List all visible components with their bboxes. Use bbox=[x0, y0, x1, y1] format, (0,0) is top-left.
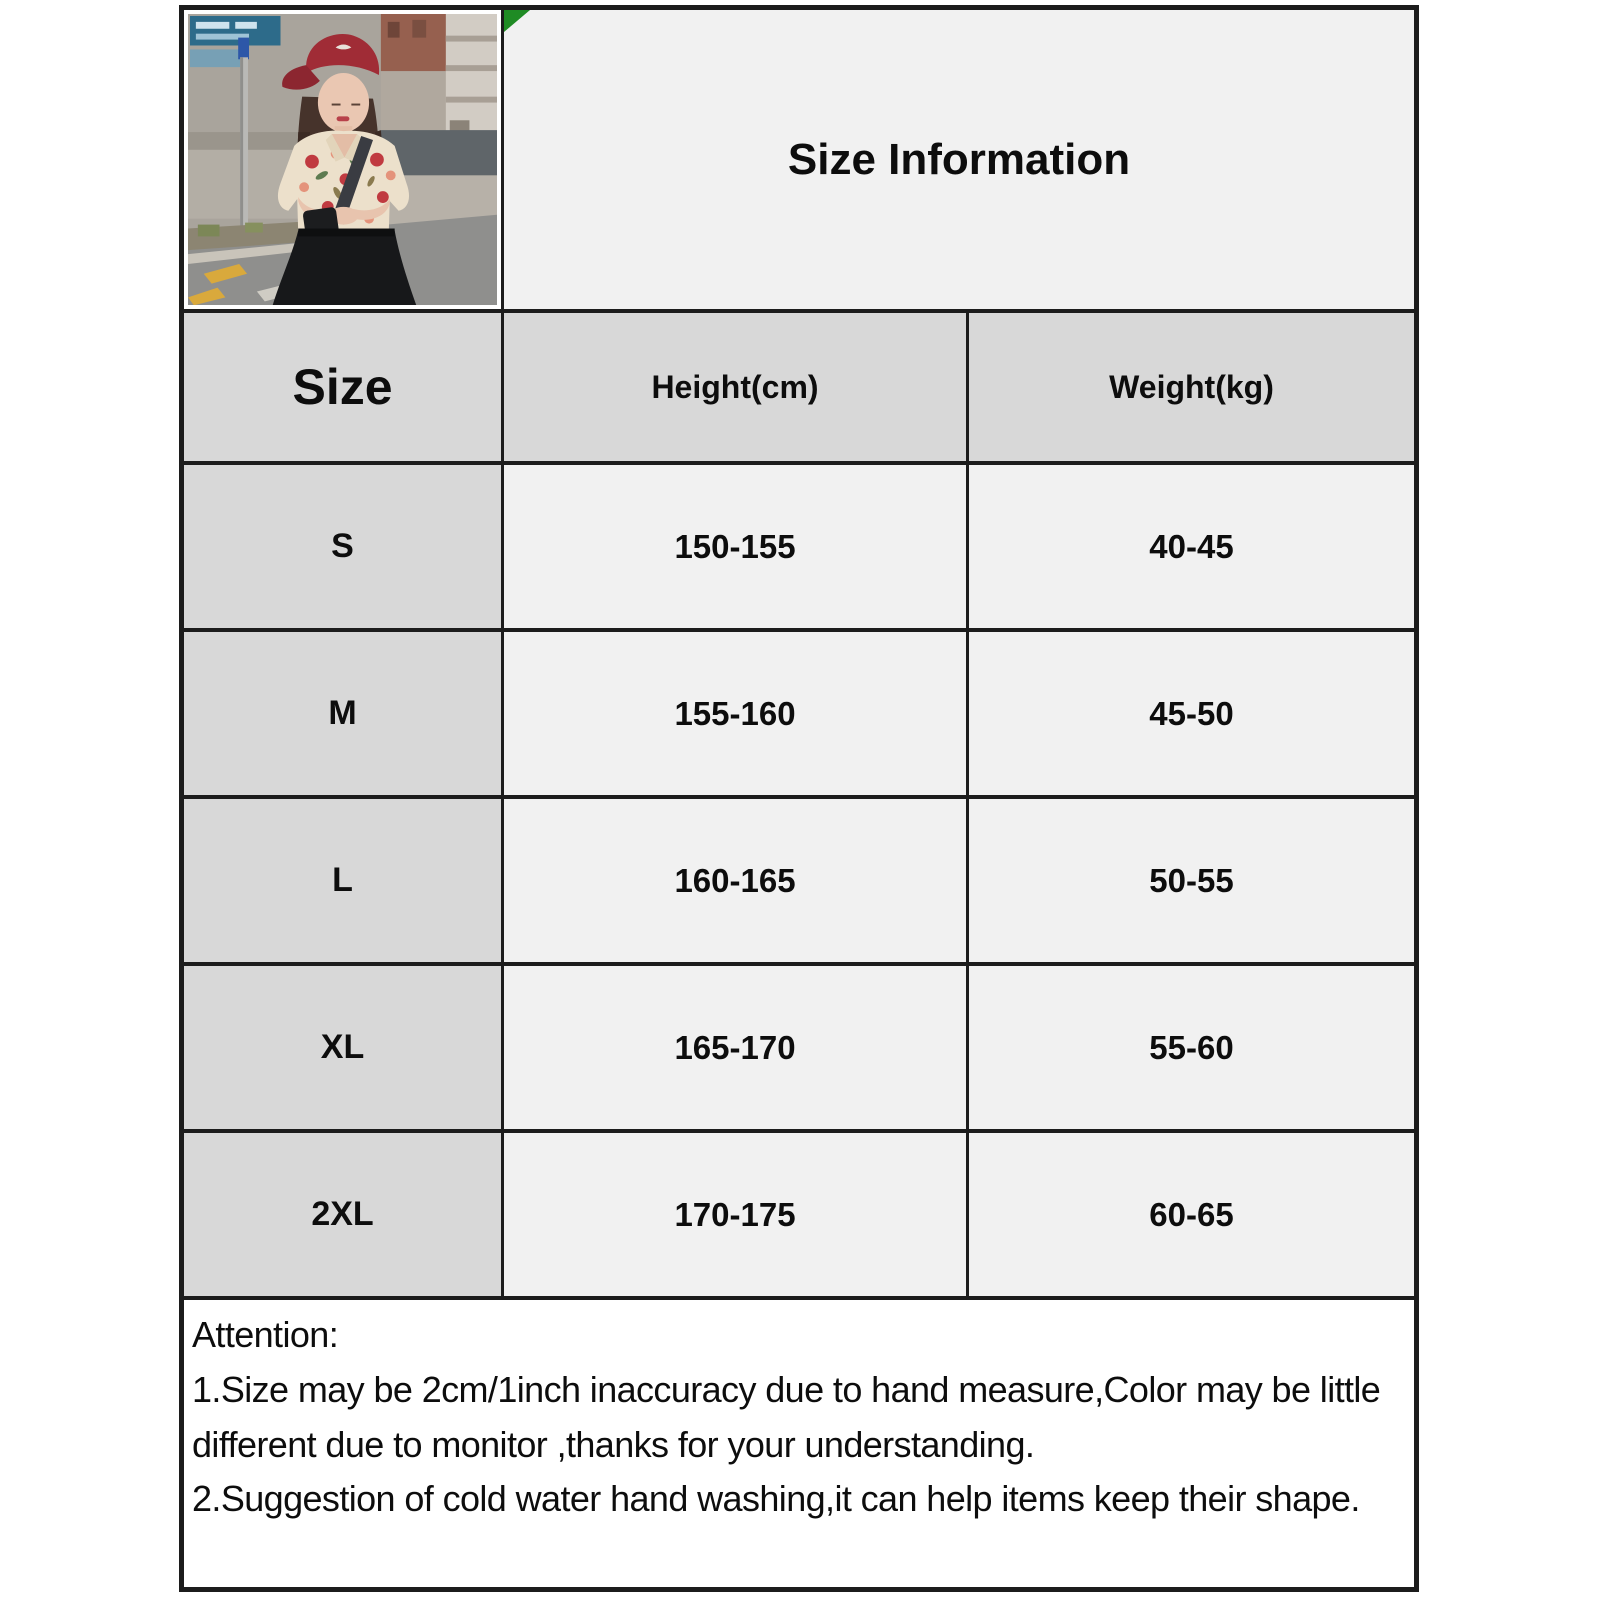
table-row-s bbox=[182, 463, 1417, 630]
size-label: L bbox=[182, 797, 503, 964]
height-value: 170-175 bbox=[503, 1131, 968, 1298]
size-label: XL bbox=[182, 964, 503, 1131]
weight-value: 55-60 bbox=[968, 964, 1417, 1131]
size-chart-table bbox=[179, 5, 1419, 1592]
table-row-xl bbox=[182, 964, 1417, 1131]
sheet-title: Size Information bbox=[787, 134, 1131, 184]
attention-note bbox=[182, 1298, 1417, 1589]
weight-value: 40-45 bbox=[968, 463, 1417, 630]
weight-value: 60-65 bbox=[968, 1131, 1417, 1298]
product-photo-cell bbox=[182, 8, 503, 312]
attention-line-2: 2.Suggestion of cold water hand washing,it can help items keep their shape. bbox=[192, 1478, 1360, 1520]
cell-corner-marker-icon bbox=[504, 10, 530, 32]
table-row-l bbox=[182, 797, 1417, 964]
column-header-size: Size bbox=[182, 311, 503, 463]
height-value: 150-155 bbox=[503, 463, 968, 630]
height-value: 160-165 bbox=[503, 797, 968, 964]
product-photo bbox=[188, 14, 497, 305]
weight-value: 50-55 bbox=[968, 797, 1417, 964]
size-label: 2XL bbox=[182, 1131, 503, 1298]
weight-value: 45-50 bbox=[968, 630, 1417, 797]
sheet-title-cell bbox=[503, 8, 1417, 312]
table-row-m bbox=[182, 630, 1417, 797]
height-value: 165-170 bbox=[503, 964, 968, 1131]
column-header-weight: Weight(kg) bbox=[968, 311, 1417, 463]
height-value: 155-160 bbox=[503, 630, 968, 797]
column-header-height: Height(cm) bbox=[503, 311, 968, 463]
size-label: M bbox=[182, 630, 503, 797]
attention-heading: Attention: bbox=[192, 1314, 339, 1356]
attention-line-1: 1.Size may be 2cm/1inch inaccuracy due to hand measure,Color may be little different due to monitor ,thanks for your understanding. bbox=[192, 1369, 1381, 1465]
table-row-2xl bbox=[182, 1131, 1417, 1298]
size-label: S bbox=[182, 463, 503, 630]
